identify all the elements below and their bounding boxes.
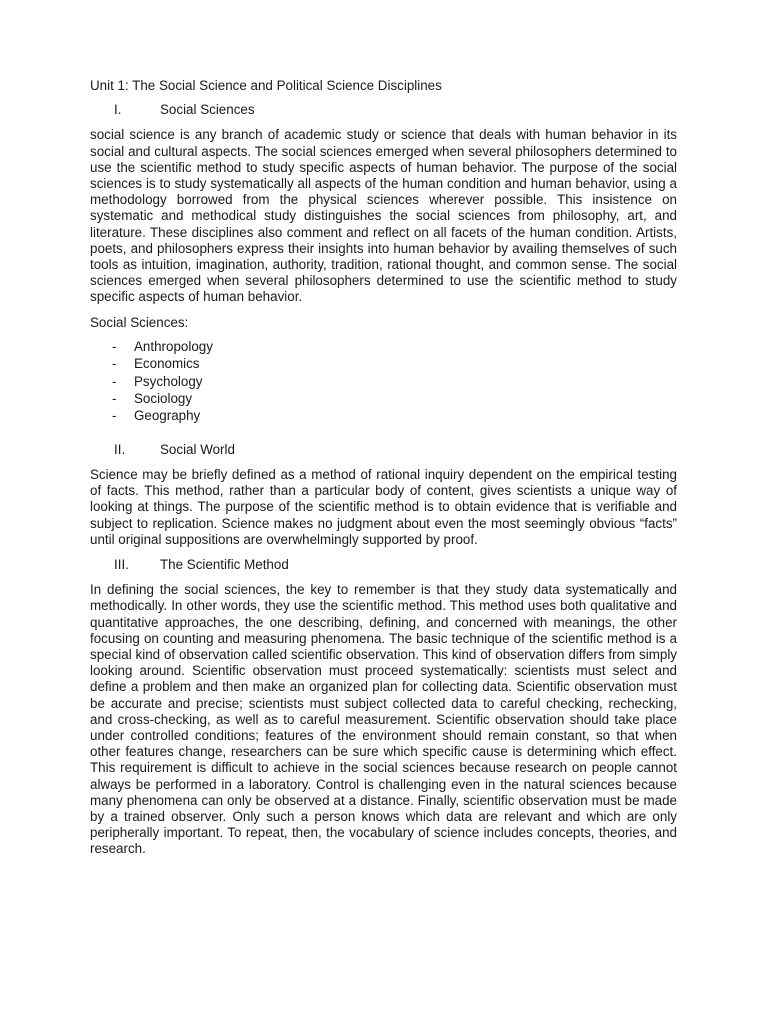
list-item xyxy=(90,408,677,425)
list-item xyxy=(90,339,677,356)
section-title: The Scientific Method xyxy=(160,557,289,573)
paragraph-scientific-method: In defining the social sciences, the key to remember is that they study data systematically and methodically. In other words, they use the scientific method. This method uses both qualitative and quantitative approaches, the one describing, defining, and concerned with meanings, the other focusing on counting and measuring phenomena. The basic technique of the scientific method is a special kind of observation called scientific observation. This kind of observation differs from simply looking around. Scientific observation must proceed systematically: scientists must select and define a problem and then make an organized plan for collecting data. Scientific observation must be accurate and precise; scientists must subject collected data to careful checking, rechecking, and cross-checking, as well as to careful measurement. Scientific observation should take place under controlled conditions; features of the environment should remain constant, so that when other features change, researchers can be sure which specific cause is determining which effect. This requirement is difficult to achieve in the social sciences because research on people cannot always be performed in a laboratory. Control is challenging even in the natural sciences because many phenomena can only be observed at a distance. Finally, scientific observation must be made by a trained observer. Only such a person knows which data are relevant and which are only peripherally important. To repeat, then, the vocabulary of science includes concepts, theories, and research. xyxy=(90,582,677,857)
social-sciences-list xyxy=(90,339,677,426)
list-item xyxy=(90,374,677,391)
dash-marker: - xyxy=(112,356,117,372)
section-title: Social Sciences xyxy=(160,102,255,118)
dash-marker: - xyxy=(112,338,117,354)
dash-marker: - xyxy=(112,408,117,424)
section-numeral: III. xyxy=(114,557,129,573)
list-item xyxy=(90,356,677,373)
dash-marker: - xyxy=(112,391,117,407)
list-item xyxy=(90,391,677,408)
paragraph-social-sciences: social science is any branch of academic study or science that deals with human behavior in its social and cultural aspects. The social sciences emerged when several philosophers determined to use the scientific method to study specific aspects of human behavior. The purpose of the social sciences is to study systematically all aspects of the human condition and human behavior, using a methodology borrowed from the physical sciences wherever possible. This insistence on systematic and methodical study distinguishes the social sciences from philosophy, art, and literature. These disciplines also comment and reflect on all facets of the human condition. Artists, poets, and philosophers express their insights into human behavior by availing themselves of such tools as intuition, imagination, authority, tradition, rational thought, and common sense. The social sciences emerged when several philosophers determined to use the scientific method to study specific aspects of human behavior. xyxy=(90,127,677,305)
dash-marker: - xyxy=(112,373,117,389)
unit-title: Unit 1: The Social Science and Political Science Disciplines xyxy=(90,78,442,93)
list-label: Social Sciences: xyxy=(90,314,189,330)
paragraph-social-world: Science may be briefly defined as a method of rational inquiry dependent on the empirical testing of facts. This method, rather than a particular body of content, gives scientists a unique way of looking at things. The purpose of the scientific method is to obtain evidence that is verifiable and subject to replication. Science makes no judgment about even the most seemingly obvious “facts” until original suppositions are overwhelmingly supported by proof. xyxy=(90,467,677,547)
section-heading-social-world xyxy=(90,442,677,458)
list-item-text: Economics xyxy=(134,356,200,372)
list-item-text: Geography xyxy=(134,408,201,424)
list-item-text: Sociology xyxy=(134,391,193,407)
section-numeral: I. xyxy=(114,102,122,118)
section-heading-social-sciences xyxy=(90,102,677,118)
section-heading-scientific-method xyxy=(90,557,677,573)
list-item-text: Psychology xyxy=(134,373,203,389)
list-item-text: Anthropology xyxy=(134,338,213,354)
section-title: Social World xyxy=(160,441,235,457)
section-numeral: II. xyxy=(114,441,126,457)
document-page xyxy=(90,78,677,867)
